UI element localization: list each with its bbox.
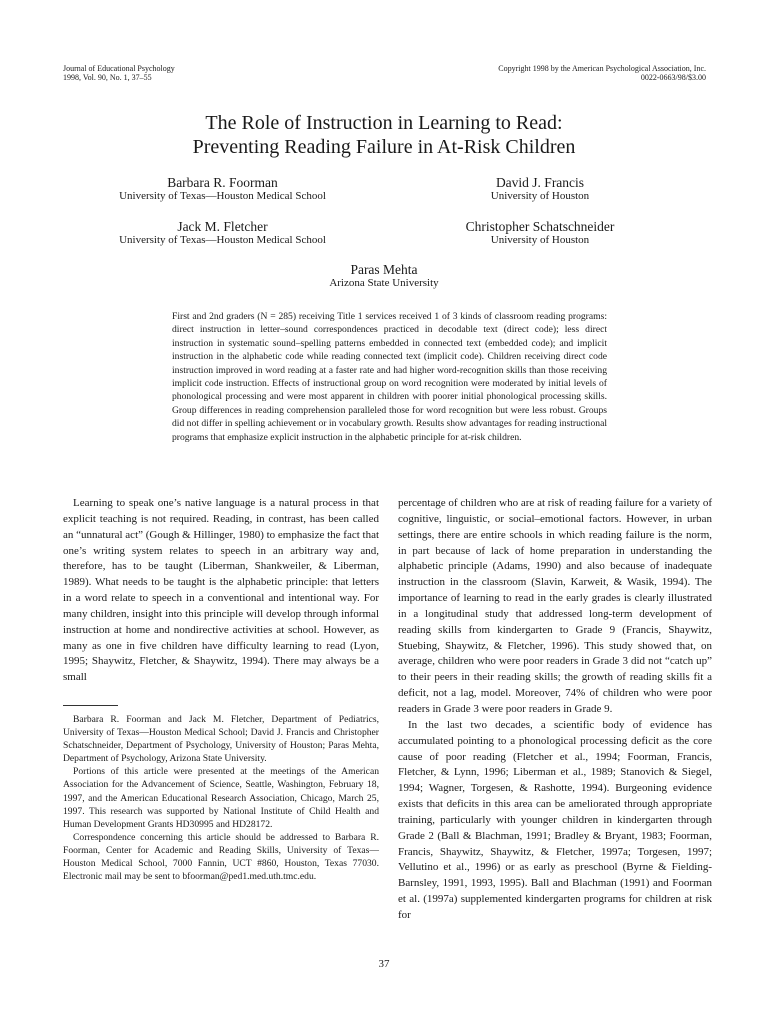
author-name: Barbara R. Foorman xyxy=(167,175,278,190)
issn-line: 0022-0663/98/$3.00 xyxy=(640,73,706,82)
body-column-left xyxy=(63,496,379,686)
author-affiliation: University of Houston xyxy=(490,234,590,246)
author-name: Christopher Schatschneider xyxy=(465,219,615,234)
abstract: First and 2nd graders (N = 285) receiving Title 1 services received 1 of 3 kinds of classroom reading programs: direct instruction in letter–sound correspondences practiced in decodable text (direct code); less direct instruction in systematic sound–spelling patterns embedded in connected text (embedded code); and implicit instruction in the alphabetic code while reading connected text (implicit code). Children receiving direct code instruction improved in word reading at a faster rate and had higher word-recognition skills than those receiving implicit code instruction. Effects of instructional group on word recognition were moderated by initial levels of phonological processing and were most apparent in children with poorer initial phonological processing skills. Group differences in reading comprehension paralleled those for word recognition but were less robust. Groups did not differ in spelling achievement or in vocabulary growth. Results show advantages for reading instructional programs that emphasize explicit instruction in the alphabetic principle for at-risk children. xyxy=(172,311,607,443)
author-notes xyxy=(63,713,379,883)
journal-volume: 1998, Vol. 90, No. 1, 37–55 xyxy=(63,73,152,82)
body-paragraph: percentage of children who are at risk of reading failure for a variety of cognitive, linguistic, or social–emotional factors. However, in urban settings, there are entire schools in which reading failure is the norm, in part because of lack of home preparation in understanding the alphabetic principle (Adams, 1990) and also because of inadequate instruction in the classroom (Slavin, Karweit, & Wasik, 1994). The importance of learning to read in the early grades is clearly illustrated in a longitudinal study that addressed long-term development of reading skills from kindergarten to Grade 9 (Francis, Shaywitz, Stuebing, Shaywitz, & Fletcher, 1996). This study showed that, on average, children who were poor readers in Grade 3 did not “catch up” to their peers in their reading skills; the growth of reading skills fit a deficit, not a lag, model. Moreover, 74% of children who were poor readers in Grade 3 were poor readers in Grade 9. xyxy=(398,497,712,715)
journal-header xyxy=(63,64,175,82)
article-title xyxy=(0,111,768,159)
author-block-foorman xyxy=(95,176,350,203)
footnote-correspondence: Correspondence concerning this article should be addressed to Barbara R. Foorman, Center for Academic and Reading Skills, University of Texas—Houston Medical School, 7000 Fannin, UCT #860, Houston, Texas 77030. Electronic mail may be sent to bfoorman@ped1.med.uth.tmc.edu. xyxy=(63,831,379,883)
body-paragraph: Learning to speak one’s native language is a natural process in that explicit teaching is not required. Reading, in contrast, has been called an “unnatural act” (Gough & Hillinger, 1980) to emphasize the fact that one’s writing system relates to speech in an arbitrary way and, therefore, has to be taught (Liberman, Shankweiler, & Liberman, 1989). What needs to be taught is the alphabetic principle: that letters in a word relate to speech in a conventional and intentional way. For many children, insight into this principle will develop through informal instruction at home and nondirective activities at school. However, as many as one in five children have difficulty learning to read (Lyon, 1995; Shaywitz, Fletcher, & Shaywitz, 1994). There may always be a small xyxy=(63,497,380,684)
author-name: Jack M. Fletcher xyxy=(177,219,268,234)
author-block-francis xyxy=(430,176,650,203)
title-line-2: Preventing Reading Failure in At-Risk Children xyxy=(192,136,576,158)
author-affiliation: University of Houston xyxy=(490,190,590,202)
journal-name: Journal of Educational Psychology xyxy=(63,64,175,73)
footnote-divider xyxy=(63,705,118,706)
body-paragraph: In the last two decades, a scientific body of evidence has accumulated pointing to a phonological processing deficit as the core cause of poor reading (Fletcher et al., 1994; Foorman, Francis, Fletcher, & Lynn, 1996; Liberman et al., 1989; Stanovich & Siegel, 1994; Wagner, Torgesen, & Rashotte, 1994). Burgeoning evidence exists that deficits in this area can be ameliorated through appropriate training, particularly with younger children in kindergarten through Grade 2 (Ball & Blachman, 1991; Bradley & Bryant, 1983; Foorman, Francis, Shaywitz, Shaywitz, & Fletcher, 1997a; Torgesen, 1997; Vellutino et al., 1996) or as early as preschool (Byrne & Fielding-Barnsley, 1991, 1993, 1995). Ball and Blachman (1991) and Foorman et al. (1997a) supplemented kindergarten programs for children at risk for xyxy=(398,718,712,921)
author-affiliation: University of Texas—Houston Medical School xyxy=(119,190,326,202)
copyright-line: Copyright 1998 by the American Psychological Association, Inc. xyxy=(498,64,706,73)
author-affiliation: University of Texas—Houston Medical School xyxy=(119,234,326,246)
author-block-mehta xyxy=(284,263,484,290)
page-number: 37 xyxy=(378,958,390,970)
author-block-schatschneider xyxy=(450,220,630,247)
author-affiliation: Arizona State University xyxy=(329,277,439,289)
body-column-right xyxy=(398,496,712,924)
author-block-fletcher xyxy=(95,220,350,247)
footnote-presentations: Portions of this article were presented at the meetings of the American Association for the Advancement of Science, Seattle, Washington, February 18, 1997, and the American Educational Research Association, Chicago, March 25, 1997. This research was supported by National Institute of Child Health and Human Development Grants HD30995 and HD28172. xyxy=(63,766,379,830)
footnote-affiliations: Barbara R. Foorman and Jack M. Fletcher, Department of Pediatrics, University of Texas—Houston Medical School; David J. Francis and Christopher Schatschneider, Department of Psychology, University of Houston; Paras Mehta, Department of Psychology, Arizona State University. xyxy=(63,714,379,765)
title-line-1: The Role of Instruction in Learning to Read: xyxy=(205,112,563,134)
author-name: David J. Francis xyxy=(495,175,585,190)
author-name: Paras Mehta xyxy=(350,262,418,277)
copyright-header xyxy=(498,64,706,82)
